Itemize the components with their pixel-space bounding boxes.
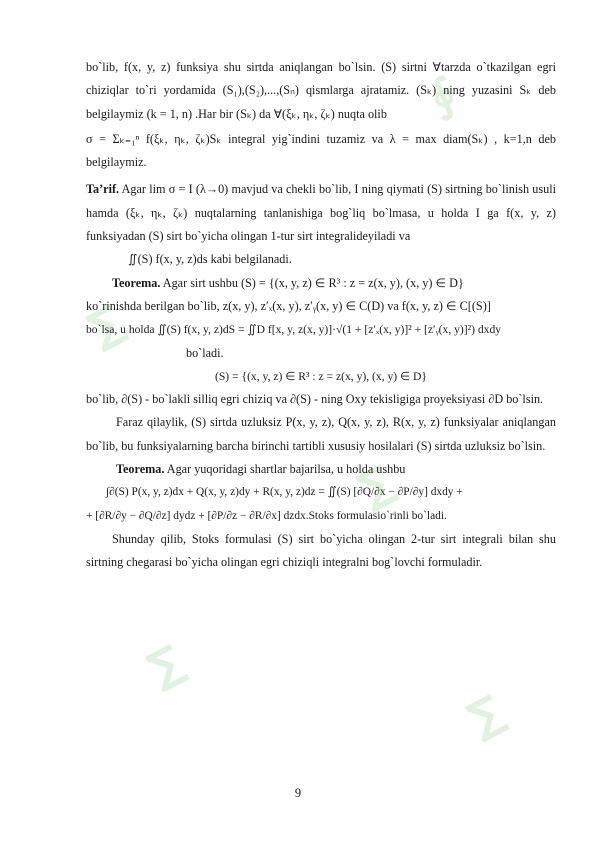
page-body: [86, 56, 556, 575]
stokes-tail-text: Stoks formulasio`rinli bo`ladi.: [308, 509, 447, 522]
paragraph-partition: bo`lib, f(x, y, z) funksiya shu sirtda aniqlangan bo`lsin. (S) sirtni ∀tarzda o`tkazilgan egri chiziqlar to`ri yordamida (S₁),(S₂),...,(Sₙ) qismlarga ajratamiz. (Sₖ) ning yuzasini Sₖ deb belgilaymiz (k = 1, n) .Har bir (Sₖ) da ∀(ξₖ, ηₖ, ζₖ) nuqta olib: [86, 60, 556, 121]
definition-label: Ta’rif.: [86, 182, 120, 197]
paragraph-boundary: bo`lib, ∂(S) - bo`lakli silliq egri chiziq va ∂(S) - ning Oxy tekisligiga proyeksiyasi ∂D bo`lsin.: [86, 392, 544, 407]
formula-surface-set: (S) = {(x, y, z) ∈ R³ : z = z(x, y), (x, y) ∈ D}: [215, 369, 427, 383]
theorem-1-label: Teorema.: [112, 275, 161, 290]
paragraph-boladi: bo`ladi.: [186, 345, 224, 360]
definition-text: Agar lim σ = I (λ→0) mavjud va chekli bo`lib, I ning qiymati (S) sirtning bo`linish usuli hamda (ξₖ, ηₖ, ζₖ) nuqtalarning tanlanishiga bog`liq bo`lmasa, u holda I ga f(x, y, z) funksiyadan (S) sirt bo`yicha olingan 1-tur sirt integralideyiladi va: [86, 182, 556, 244]
watermark-logo: ∑: [349, 455, 402, 516]
paragraph-integral-sum: σ = Σₖ₌₁ⁿ f(ξₖ, ηₖ, ζₖ)Sₖ integral yig`indini tuzamiz va λ = max diam(Sₖ) , k=1,n deb belgilaymiz.: [86, 131, 556, 170]
formula-stokes-line-2-math: + [∂R/∂y − ∂Q/∂z] dydz + [∂P/∂z − ∂R/∂x] dzdx.: [86, 509, 309, 522]
page-number: 9: [294, 786, 302, 800]
paragraph-conclusion: Shunday qilib, Stoks formulasi (S) sirt bo`yicha olingan 2-tur sirt integrali bilan shu sirtning chegarasi bo`yicha olingan egri chiziqli integralni bog`lovchi formuladir.: [86, 531, 556, 570]
formula-stokes-line-2: [86, 505, 556, 528]
formula-stokes-line-1: ∫∂(S) P(x, y, z)dx + Q(x, y, z)dy + R(x, y, z)dz = ∬(S) [∂Q/∂x − ∂P/∂y] dxdy +: [106, 486, 463, 499]
theorem-2-label: Teorema.: [116, 462, 165, 477]
watermark-logo: ∑: [139, 635, 192, 696]
watermark-logo: ∑: [79, 295, 132, 356]
watermark-logo: ∑: [459, 685, 512, 746]
paragraph-definition: [86, 178, 556, 248]
paragraph-surface-integral-formula: bo`lsa, u holda ∬(S) f(x, y, z)dS = ∬D f[x, y, z(x, y)]·√(1 + [z′ₓ(x, y)]² + [z′ᵧ(x, y)]²) dxdy: [86, 323, 502, 337]
watermark-logo: ∮: [419, 67, 466, 124]
paragraph-theorem-1: [86, 272, 556, 295]
paragraph-theorem-2: [86, 458, 556, 481]
theorem-1-text: Agar sirt ushbu (S) = {(x, y, z) ∈ R³ : z = z(x, y), (x, y) ∈ D}: [160, 275, 464, 290]
paragraph-assumption: Faraz qilaylik, (S) sirtda uzluksiz P(x, y, z), Q(x, y, z), R(x, y, z) funksiyalar aniqlangan bo`lib, bu funksiyalarning barcha birinchi tartibli xususiy hosilalari (S) sirtda uzluksiz bo`lsin.: [86, 415, 556, 453]
paragraph-surface-form: ko`rinishda berilgan bo`lib, z(x, y), z′ₓ(x, y), z′ᵧ(x, y) ∈ C(D) va f(x, y, z) ∈ C[(S)]: [86, 298, 491, 313]
paragraph-integral-notation: ∬(S) f(x, y, z)ds kabi belgilanadi.: [128, 252, 292, 267]
theorem-2-text: Agar yuqoridagi shartlar bajarilsa, u holda ushbu: [164, 462, 406, 477]
